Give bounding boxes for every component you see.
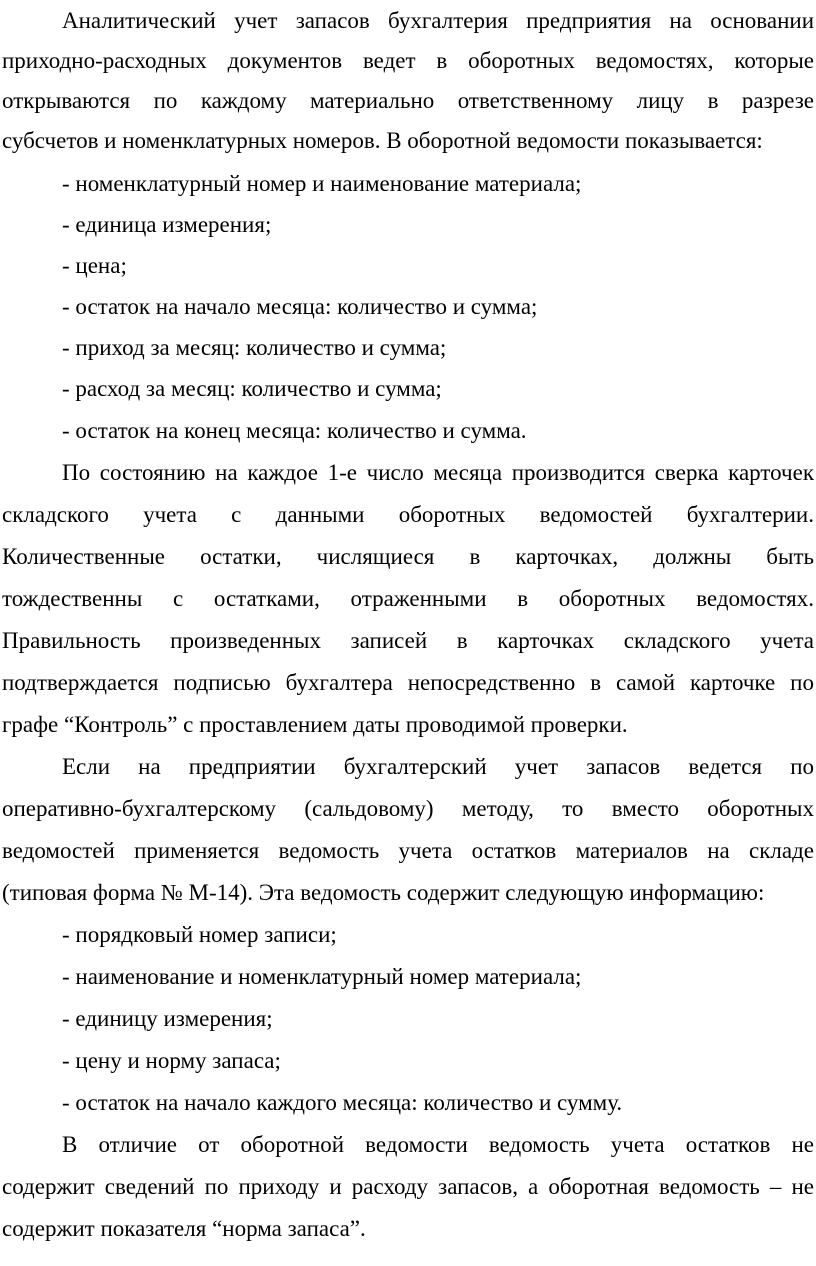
text-line: открываются по каждому материально ответственному лицу в разрезе <box>2 88 814 113</box>
text-line: тождественны с остатками, отраженными в оборотных ведомостях. <box>2 586 814 611</box>
list-item: - расход за месяц: количество и сумма; <box>62 376 442 401</box>
list-item: - остаток на начало месяца: количество и сумма; <box>62 294 538 319</box>
list-item: - номенклатурный номер и наименование материала; <box>62 171 582 196</box>
text-line: приходно-расходных документов ведет в оборотных ведомостях, которые <box>2 48 814 73</box>
list-item: - цену и норму запаса; <box>62 1048 281 1073</box>
text-line: содержит сведений по приходу и расходу запасов, а оборотная ведомость – не <box>2 1174 814 1199</box>
text-line: складского учета с данными оборотных ведомостей бухгалтерии. <box>2 502 814 527</box>
text-line: По состоянию на каждое 1-е число месяца производится сверка карточек <box>62 460 814 485</box>
list-item: - остаток на начало каждого месяца: количество и сумму. <box>62 1090 623 1115</box>
text-line: Количественные остатки, числящиеся в карточках, должны быть <box>2 544 814 569</box>
text-line: графе “Контроль” с проставлением даты проводимой проверки. <box>2 712 628 737</box>
list-item: - остаток на конец месяца: количество и сумма. <box>62 418 527 443</box>
text-line: оперативно-бухгалтерскому (сальдовому) методу, то вместо оборотных <box>2 796 814 821</box>
list-item: - порядковый номер записи; <box>62 922 337 947</box>
text-line: содержит показателя “норма запаса”. <box>2 1216 366 1241</box>
list-item: - единицу измерения; <box>62 1006 273 1031</box>
text-line: ведомостей применяется ведомость учета остатков материалов на складе <box>2 838 814 863</box>
text-line: (типовая форма № М-14). Эта ведомость содержит следующую информацию: <box>2 880 765 905</box>
list-item: - цена; <box>62 253 127 278</box>
text-line: Аналитический учет запасов бухгалтерия предприятия на основании <box>62 8 814 33</box>
list-item: - приход за месяц: количество и сумма; <box>62 335 447 360</box>
text-line: подтверждается подписью бухгалтера непосредственно в самой карточке по <box>2 670 814 695</box>
list-item: - наименование и номенклатурный номер материала; <box>62 964 582 989</box>
text-line: В отличие от оборотной ведомости ведомость учета остатков не <box>62 1132 814 1157</box>
list-item: - единица измерения; <box>62 212 272 237</box>
text-line: Правильность произведенных записей в карточках складского учета <box>2 628 814 653</box>
text-line: Если на предприятии бухгалтерский учет запасов ведется по <box>62 754 814 779</box>
text-line: субсчетов и номенклатурных номеров. В оборотной ведомости показывается: <box>2 128 763 153</box>
